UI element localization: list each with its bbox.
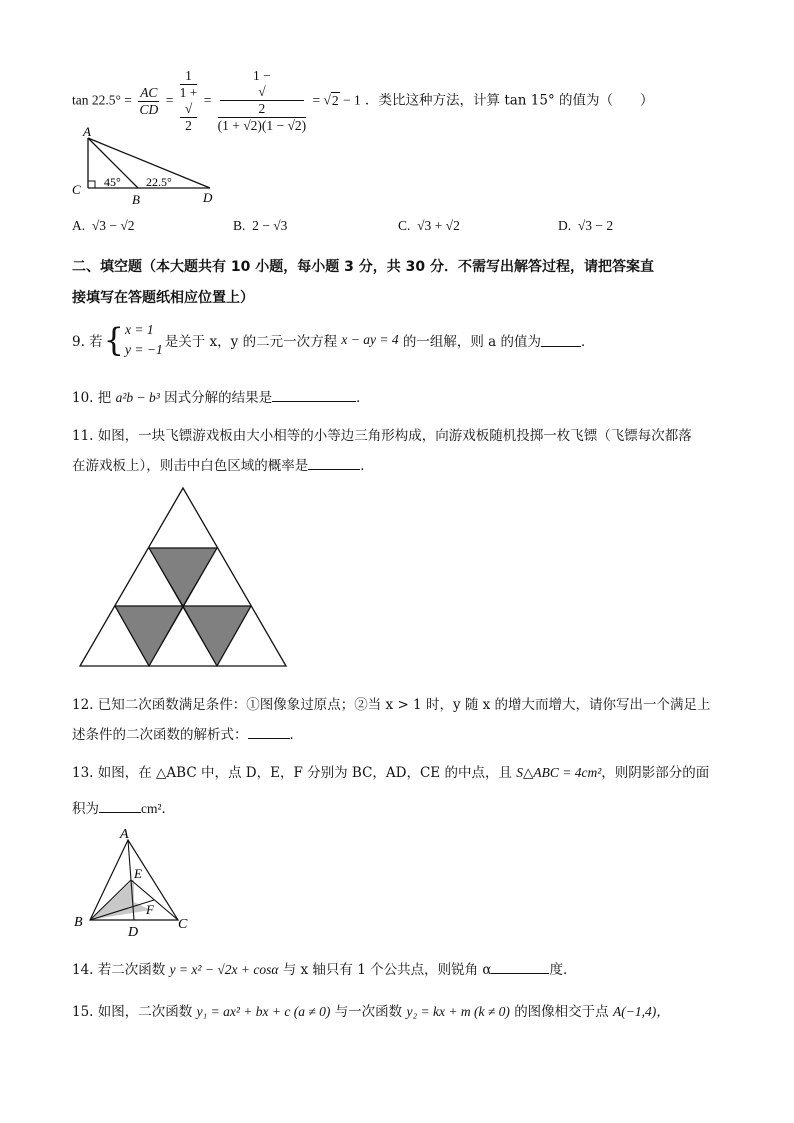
answer-blank-q12[interactable] xyxy=(248,726,290,739)
svg-text:B: B xyxy=(74,915,83,930)
shaded-triangle-top xyxy=(149,548,217,606)
question-12-line2: 述条件的二次函数的解析式： ． xyxy=(72,727,303,743)
question-12-line1: 12. 已知二次函数满足条件：①图像象过原点；②当 x > 1 时，y 随 x 的增大而增大，请你写出一个满足上 xyxy=(72,697,711,713)
question-11-line2: 在游戏板上），则击中白色区域的概率是 ． xyxy=(72,458,374,474)
figure-triangle-midpoints xyxy=(70,826,200,938)
formula-trailing-text: ．类比这种方法，计算 tan 15° 的值为（ ） xyxy=(365,92,654,109)
angle-45: 45° xyxy=(104,175,121,189)
answer-blank-q10[interactable] xyxy=(272,389,356,402)
question-15: 15. 如图，二次函数 y₁ = ax² + bx + c (a ≠ 0) 与一次函数 y₂ = kx + m (k ≠ 0) 的图像相交于点 A(−1,4)， xyxy=(72,1004,670,1020)
label-a: A xyxy=(83,126,91,139)
svg-text:C: C xyxy=(178,917,188,932)
figure-right-triangle xyxy=(70,126,230,208)
system-of-equations: x = 1 y = −1 xyxy=(125,322,163,357)
left-brace: { xyxy=(103,321,125,359)
angle-22-5: 22.5° xyxy=(146,175,172,189)
option-d[interactable]: D. √3 − 2 xyxy=(558,218,614,233)
question-13-line1: 13. 如图，在 △ABC 中，点 D，E，F 分别为 BC，AD，CE 的中点，且 S△ABC = 4cm²，则阴影部分的面 xyxy=(72,765,710,781)
section-heading-line1: 二、填空题（本大题共有 10 小题，每小题 3 分，共 30 分．不需写出解答过程，请把答案直 xyxy=(72,259,654,275)
fraction-1-over: 1 1 + √ 2 xyxy=(179,68,198,133)
top-formula: tan 22.5° = $\frac{AC}{CD}$ = 1 1 + √ 2 = 1 − √ 2 (1 + √2)(1 − √2) = √2 − 1 ．类比这种方法，计算 tan 15° 的值为（ ） xyxy=(72,68,654,133)
answer-blank-q14[interactable] xyxy=(491,961,549,974)
fraction-rationalized: 1 − √ 2 (1 + √2)(1 − √2) xyxy=(217,68,307,133)
label-d: D xyxy=(203,190,213,205)
answer-blank-q11[interactable] xyxy=(308,457,360,470)
result-root: 2 xyxy=(331,92,339,108)
svg-text:E: E xyxy=(134,866,142,881)
option-a[interactable]: A. √3 − √2 xyxy=(72,218,135,233)
section-heading-line2: 接填写在答题纸相应位置上） xyxy=(72,290,254,306)
question-10: 10. 把 a²b − b³ 因式分解的结果是 ． xyxy=(72,390,370,406)
area-condition: S△ABC = 4cm² xyxy=(516,765,602,780)
option-c[interactable]: C. √3 + √2 xyxy=(398,218,460,233)
question-9: 9. 若 { x = 1 y = −1 是关于 x，y 的二元一次方程 x − ay = 4 的一组解，则 a 的值为 ． xyxy=(72,321,595,359)
answer-blank-q13[interactable] xyxy=(99,800,141,813)
question-11-line1: 11. 如图，一块飞镖游戏板由大小相等的小等边三角形构成，向游戏板随机投掷一枚飞镖（飞镖每次都落 xyxy=(72,428,692,444)
answer-blank-q9[interactable] xyxy=(541,334,581,347)
option-b[interactable]: B. 2 − √3 xyxy=(233,218,288,233)
question-14: 14. 若二次函数 y = x² − √2x + cosα 与 x 轴只有 1 个公共点，则锐角 α 度． xyxy=(72,962,577,978)
question-13-line2: 积为 cm²． xyxy=(72,801,176,817)
fraction-ac-cd: $\frac{AC}{CD}$ xyxy=(139,84,159,117)
svg-text:A: A xyxy=(120,827,129,842)
formula-lhs: tan 22.5° = xyxy=(72,92,132,108)
label-b: B xyxy=(132,192,140,207)
figure-dartboard-triangle xyxy=(74,484,294,674)
svg-text:D: D xyxy=(128,925,139,938)
svg-text:F: F xyxy=(146,902,154,917)
shaded-triangle-bottom-right xyxy=(183,606,251,666)
label-c: C xyxy=(72,182,81,197)
shaded-triangle-bottom-left xyxy=(115,606,183,666)
